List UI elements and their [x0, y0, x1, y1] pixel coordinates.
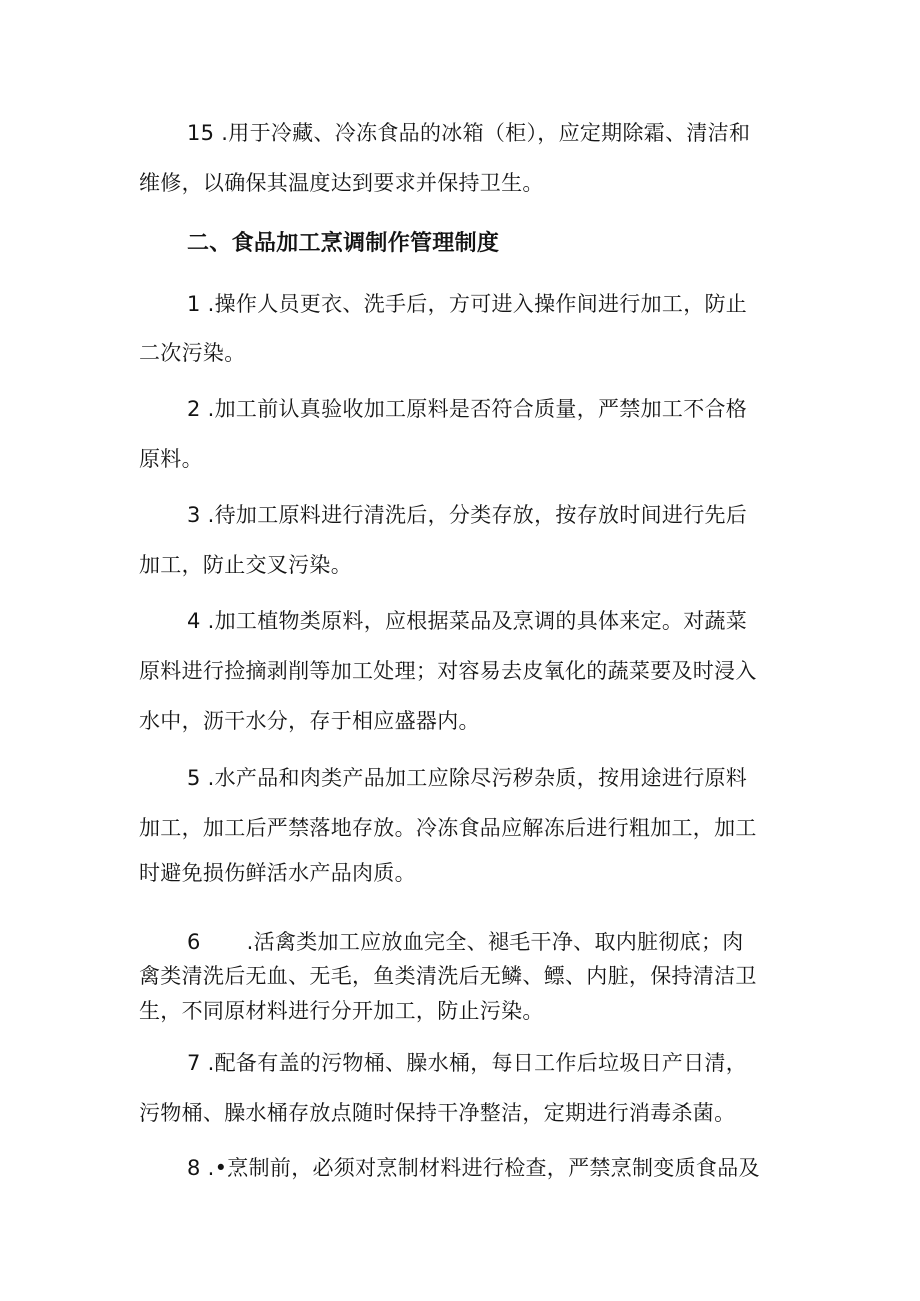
paragraph-6-text: .活禽类加工应放血完全、褪毛干净、取内脏彻底；肉: [246, 930, 744, 954]
paragraph-15-line-1: 15 .用于冷藏、冷冻食品的冰箱（柜），应定期除霜、清洁和: [187, 121, 751, 145]
paragraph-3-line-2: 加工，防止交叉污染。: [139, 553, 352, 577]
paragraph-1-line-2: 二次污染。: [139, 341, 246, 365]
section-heading: 二、食品加工烹调制作管理制度: [187, 231, 500, 256]
paragraph-6-line-1: [187, 927, 744, 957]
paragraph-4-line-2: 原料进行捡摘剥削等加工处理；对容易去皮氧化的蔬菜要及时浸入: [139, 659, 757, 683]
paragraph-7-line-1: 7 .配备有盖的污物桶、臊水桶，每日工作后垃圾日产日清，: [187, 1051, 748, 1075]
paragraph-7-line-2: 污物桶、臊水桶存放点随时保持干净整洁，定期进行消毒杀菌。: [139, 1101, 736, 1125]
paragraph-6-line-2: 禽类清洗后无血、无毛，鱼类清洗后无鳞、鳔、内脏，保持清洁卫: [139, 964, 757, 988]
paragraph-3-line-1: 3 .待加工原料进行清洗后，分类存放，按存放时间进行先后: [187, 503, 748, 527]
paragraph-5-line-1: 5 .水产品和肉类产品加工应除尽污秽杂质，按用途进行原料: [187, 766, 748, 790]
paragraph-2-line-2: 原料。: [139, 447, 203, 471]
paragraph-5-line-2: 加工，加工后严禁落地存放。冷冻食品应解冻后进行粗加工，加工: [139, 816, 757, 840]
paragraph-6-line-3: 生，不同原材料进行分开加工，防止污染。: [139, 999, 544, 1023]
paragraph-8-line-1: 8 .•烹制前，必须对烹制材料进行检查，严禁烹制变质食品及: [187, 1156, 760, 1180]
paragraph-5-line-3: 时避免损伤鲜活水产品肉质。: [139, 861, 416, 885]
paragraph-1-line-1: 1 .操作人员更衣、洗手后，方可进入操作间进行加工，防止: [187, 292, 748, 316]
paragraph-15-line-2: 维修，以确保其温度达到要求并保持卫生。: [139, 171, 544, 195]
paragraph-2-line-1: 2 .加工前认真验收加工原料是否符合质量，严禁加工不合格: [187, 397, 748, 421]
paragraph-6-number: 6: [187, 930, 201, 954]
paragraph-4-line-1: 4 .加工植物类原料，应根据菜品及烹调的具体来定。对蔬菜: [187, 609, 748, 633]
paragraph-4-line-3: 水中，沥干水分，存于相应盛器内。: [139, 709, 480, 733]
